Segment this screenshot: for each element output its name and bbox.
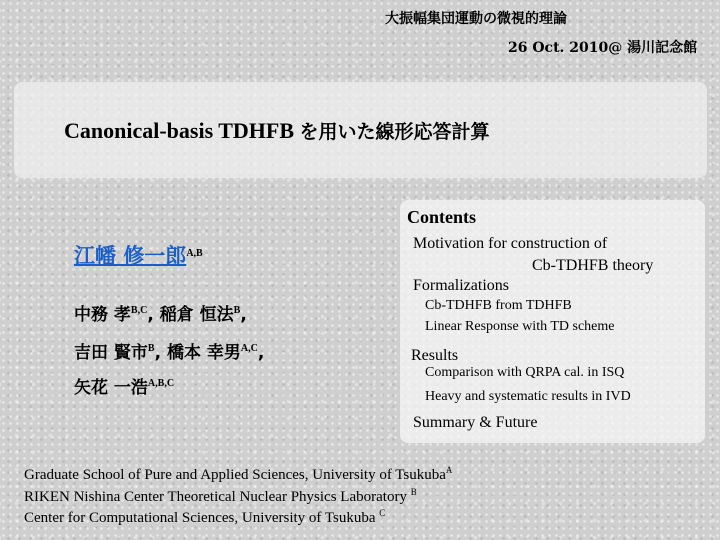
workshop-title: 大振幅集団運動の微視的理論 (385, 11, 567, 27)
author-name: 中務 孝 (74, 305, 131, 325)
contents-form-sub1: Cb-TDHFB from TDHFB (425, 298, 572, 313)
contents-heading: Contents (407, 207, 477, 227)
affiliation-c (24, 508, 385, 527)
contents-summary: Summary & Future (413, 414, 538, 431)
venue: 湯川記念館 (627, 40, 698, 56)
affiliation-mark: B (410, 487, 417, 497)
affiliation-mark: A (445, 465, 453, 475)
author-affil: B,C (130, 305, 148, 316)
affiliation-a (24, 465, 452, 484)
presenter-name: 江幡 修一郎 (74, 244, 187, 268)
date: 26 Oct. 2010@ (508, 40, 623, 56)
author-affil: A,C (240, 343, 258, 354)
affiliation-text: Graduate School of Pure and Applied Sciences, University of Tsukuba (24, 467, 446, 483)
author-affil: A,B,C (147, 378, 175, 389)
author-sep: , (147, 305, 154, 325)
author-affil: B (233, 305, 241, 316)
contents-formalizations: Formalizations (413, 277, 509, 294)
title-english: Canonical-basis TDHFB (64, 118, 295, 143)
contents-motivation: Motivation for construction of (413, 235, 608, 252)
author-sep: , (257, 343, 265, 363)
author-name: 橋本 幸男 (166, 343, 241, 363)
presenter (74, 240, 203, 270)
contents-res-sub2: Heavy and systematic results in IVD (425, 389, 631, 404)
presenter-affil: A,B (186, 248, 203, 259)
contents-form-sub2: Linear Response with TD scheme (425, 319, 615, 334)
title-japanese: を用いた線形応答計算 (299, 121, 490, 143)
affiliation-text: RIKEN Nishina Center Theoretical Nuclear Physics Laboratory (24, 489, 411, 505)
affiliation-mark: C (379, 508, 386, 518)
author-row (74, 338, 264, 363)
contents-motivation-cont: Cb-TDHFB theory (532, 257, 654, 274)
affiliation-text: Center for Computational Sciences, University of Tsukuba (24, 510, 380, 526)
author-row (74, 373, 174, 398)
author-affil: B (147, 343, 155, 354)
contents-results: Results (411, 347, 459, 364)
date-venue (508, 37, 697, 57)
author-row (74, 300, 247, 325)
contents-res-sub1: Comparison with QRPA cal. in ISQ (425, 365, 625, 380)
author-name: 吉田 賢市 (74, 343, 148, 363)
author-sep: , (240, 305, 247, 325)
author-sep: , (154, 343, 162, 363)
author-name: 稲倉 恒法 (159, 305, 234, 325)
author-name: 矢花 一浩 (74, 378, 148, 398)
affiliation-b (24, 487, 417, 506)
slide-title (64, 117, 490, 144)
